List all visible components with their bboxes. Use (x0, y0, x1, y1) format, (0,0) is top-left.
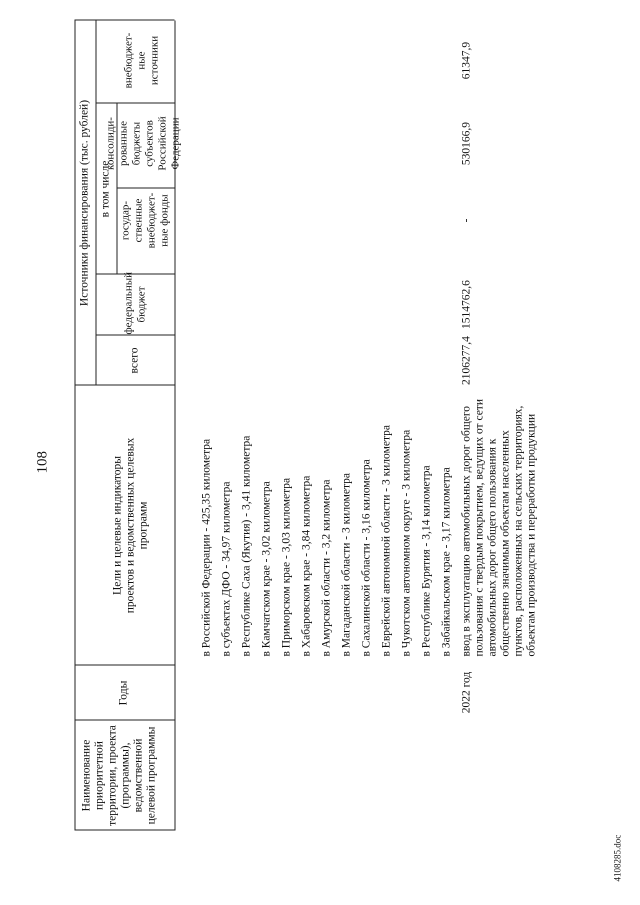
indicator-item: в Камчатском крае - 3,02 километра (260, 480, 272, 656)
border-state-regional (116, 187, 174, 188)
indicator-item: в Амурской области - 3,2 километра (320, 479, 332, 656)
header-goals: Цели и целевые индикаторы проектов и ведомственных целевых программ (111, 437, 149, 613)
header-sources: Источники финансирования (тыс. рублей) (78, 99, 90, 306)
indicator-item: в Сахалинской области - 3,16 километра (360, 458, 372, 656)
value-federal: 1514762,6 (460, 279, 472, 329)
header-name: Наименование приоритетной территории, проекта (программы), ведомственной целевой программы (80, 724, 157, 826)
indicator-item: в Российской Федерации - 425,35 километра (200, 438, 212, 656)
header-regional: консолиди-рованные бюджеты субъектов Российской Федерации (104, 115, 181, 171)
indicator-item: в Еврейской автономной области - 3 километра (380, 424, 392, 656)
indicator-item: в Забайкальском крае - 3,17 километра (440, 466, 452, 656)
page-number: 108 (34, 450, 50, 473)
row-goal-text: ввод в эксплуатацию автомобильных дорог общего пользования с твердым покрытием, ведущих от сети автомобильных дорог общего пользования к общественно значимым объектам населенных пунктов, расположенных на сельских территориях, объектам производства и переработки продукции (460, 398, 537, 656)
indicator-item: в Республике Бурятия - 3,14 километра (420, 464, 432, 656)
indicator-item: в Чукотском автономном округе - 3 километра (400, 429, 412, 656)
doc-id: 4108285.doc (612, 834, 622, 881)
indicator-item: в Магаданской области - 3 километра (340, 472, 352, 656)
header-total: всего (128, 347, 140, 373)
value-state-funds: - (460, 218, 472, 222)
header-incl: в том числе (99, 160, 111, 217)
header-extra: внебюджет-ные источники (122, 32, 160, 88)
header-state-funds: государ-ственные внебюджет-ные фонды (119, 192, 170, 248)
row-year: 2022 год (460, 671, 472, 713)
value-regional: 530166,9 (460, 121, 472, 165)
header-year: Годы (117, 680, 129, 705)
value-total: 2106277,4 (460, 335, 472, 385)
indicator-item: в Хабаровском крае - 3,84 километра (300, 475, 312, 656)
table-top-border (74, 20, 75, 830)
indicator-item: в Приморском крае - 3,03 километра (280, 477, 292, 656)
indicator-item: в субъектах ДФО - 34,97 километра (220, 481, 232, 656)
header-federal: федеральный бюджет (122, 271, 147, 334)
value-extra: 61347,9 (460, 41, 472, 79)
indicator-item: в Республике Саха (Якутия) - 3,41 километра (240, 435, 252, 656)
sources-divider (95, 20, 96, 385)
